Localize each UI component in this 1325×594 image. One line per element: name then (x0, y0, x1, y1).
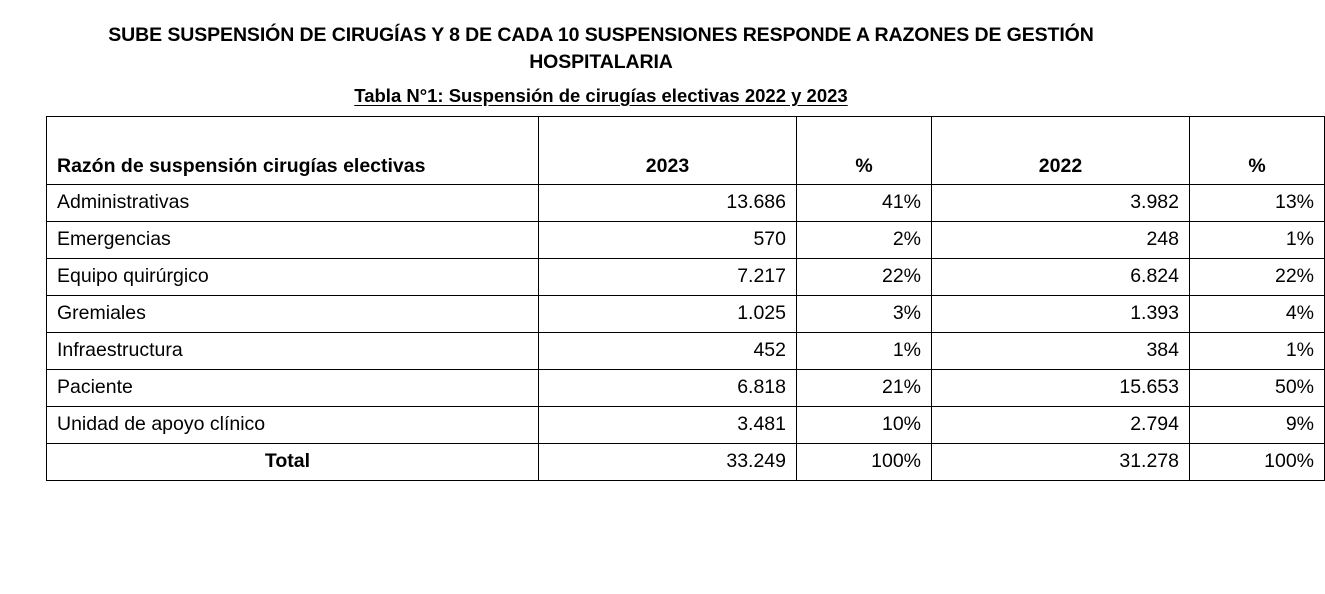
cell-total-n2023: 33.249 (539, 443, 797, 480)
table-container (46, 116, 1314, 481)
column-header-pct-2022: % (1190, 116, 1325, 184)
column-header-2023: 2023 (539, 116, 797, 184)
cell-p2022: 1% (1190, 221, 1325, 258)
cell-p2023: 41% (797, 184, 932, 221)
table-row (47, 184, 1325, 221)
cell-n2023: 3.481 (539, 406, 797, 443)
cell-p2023: 2% (797, 221, 932, 258)
cell-total-p2023: 100% (797, 443, 932, 480)
cell-p2022: 1% (1190, 332, 1325, 369)
cell-p2022: 4% (1190, 295, 1325, 332)
cell-n2022: 2.794 (932, 406, 1190, 443)
cell-p2023: 10% (797, 406, 932, 443)
cell-n2022: 1.393 (932, 295, 1190, 332)
table-header-row (47, 116, 1325, 184)
cell-reason: Paciente (47, 369, 539, 406)
table-row (47, 295, 1325, 332)
cell-n2022: 248 (932, 221, 1190, 258)
cell-n2022: 6.824 (932, 258, 1190, 295)
cell-p2023: 21% (797, 369, 932, 406)
table-row (47, 221, 1325, 258)
table-total-row (47, 443, 1325, 480)
cell-reason: Emergencias (47, 221, 539, 258)
table-body (47, 184, 1325, 480)
cell-n2023: 452 (539, 332, 797, 369)
cell-p2022: 9% (1190, 406, 1325, 443)
cell-reason: Gremiales (47, 295, 539, 332)
table-row (47, 332, 1325, 369)
table-row (47, 369, 1325, 406)
cell-n2022: 3.982 (932, 184, 1190, 221)
cell-n2023: 7.217 (539, 258, 797, 295)
cell-n2023: 6.818 (539, 369, 797, 406)
cell-n2022: 15.653 (932, 369, 1190, 406)
cell-p2023: 22% (797, 258, 932, 295)
cell-total-p2022: 100% (1190, 443, 1325, 480)
cell-p2022: 50% (1190, 369, 1325, 406)
cell-total-label: Total (47, 443, 539, 480)
cell-reason: Unidad de apoyo clínico (47, 406, 539, 443)
document-page (0, 22, 1314, 594)
column-header-pct-2023: % (797, 116, 932, 184)
cell-reason: Infraestructura (47, 332, 539, 369)
cell-total-n2022: 31.278 (932, 443, 1190, 480)
table-header (47, 116, 1325, 184)
cell-reason: Administrativas (47, 184, 539, 221)
cell-p2022: 13% (1190, 184, 1325, 221)
table-caption: Tabla N°1: Suspensión de cirugías electivas 2022 y 2023 (354, 84, 848, 106)
column-header-2022: 2022 (932, 116, 1190, 184)
cell-p2023: 1% (797, 332, 932, 369)
cell-n2023: 570 (539, 221, 797, 258)
cell-n2023: 1.025 (539, 295, 797, 332)
table-row (47, 258, 1325, 295)
column-header-reason: Razón de suspensión cirugías electivas (47, 116, 539, 184)
cell-p2023: 3% (797, 295, 932, 332)
table-row (47, 406, 1325, 443)
cell-reason: Equipo quirúrgico (47, 258, 539, 295)
suspension-table (46, 116, 1325, 481)
cell-n2022: 384 (932, 332, 1190, 369)
cell-p2022: 22% (1190, 258, 1325, 295)
cell-n2023: 13.686 (539, 184, 797, 221)
page-title: SUBE SUSPENSIÓN DE CIRUGÍAS Y 8 DE CADA 10 SUSPENSIONES RESPONDE A RAZONES DE GESTIÓN HOSPITALARIA (108, 24, 1094, 73)
